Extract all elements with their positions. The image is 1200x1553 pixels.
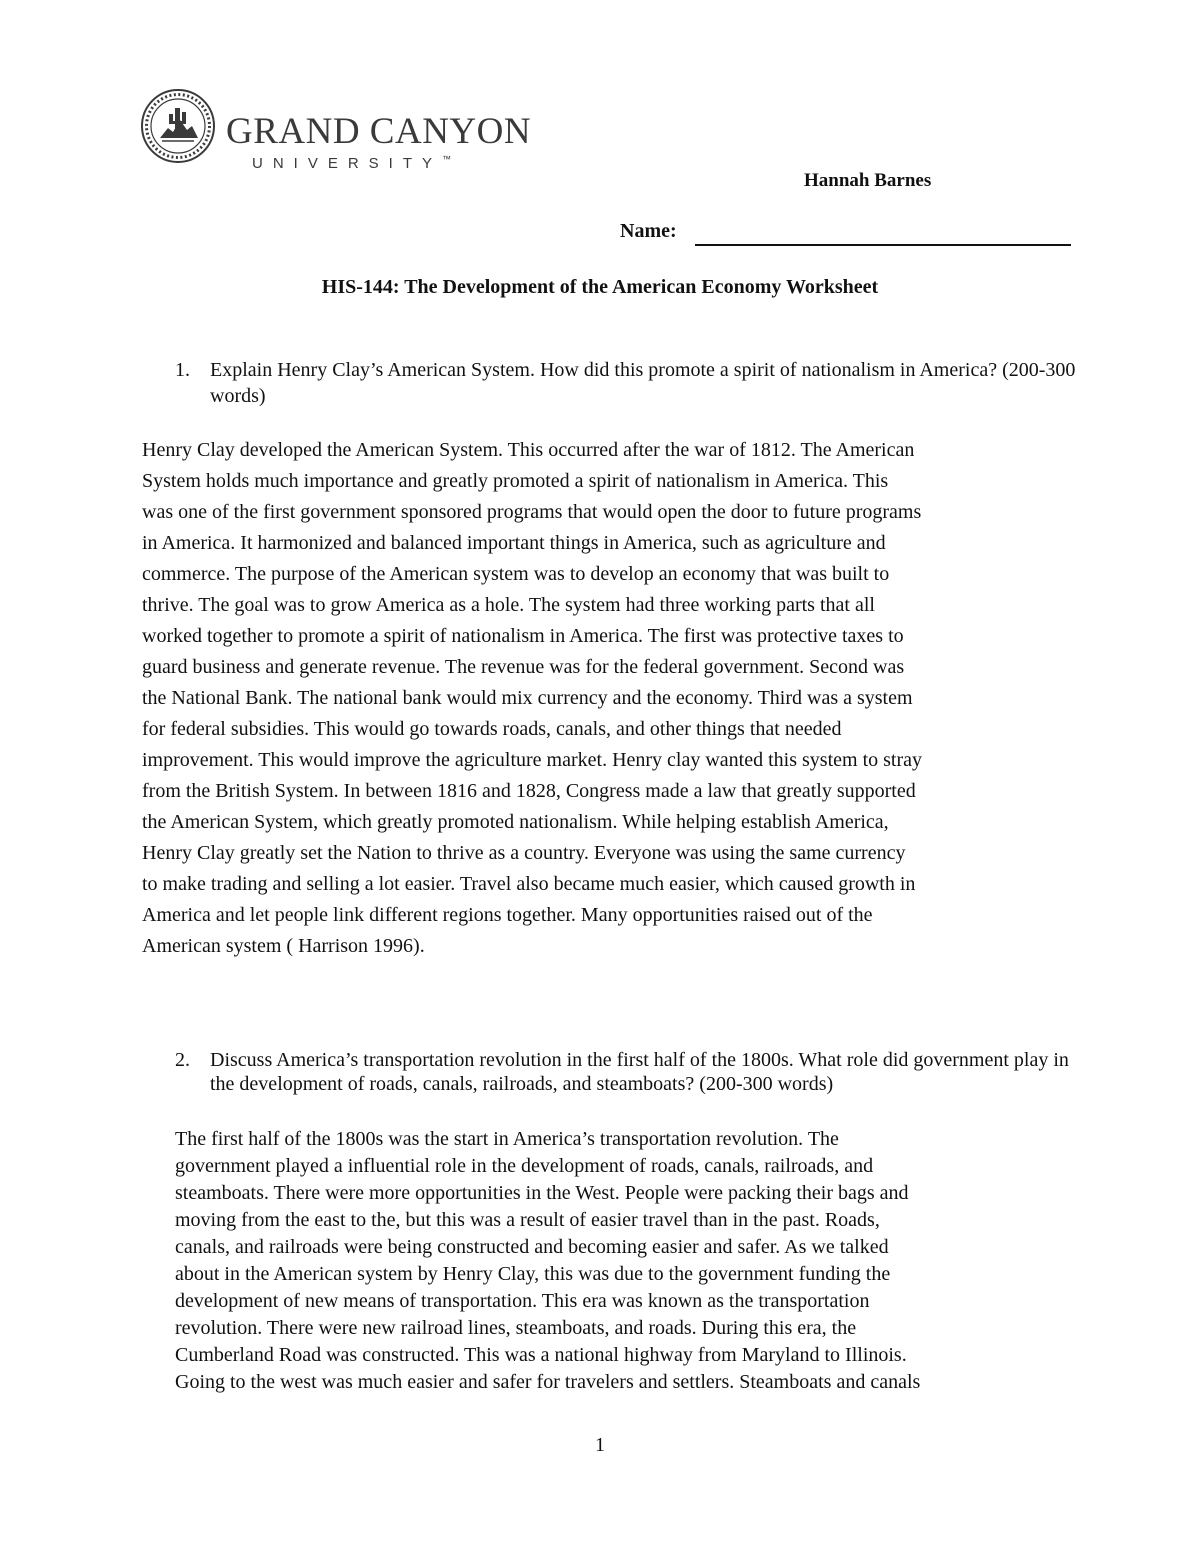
university-seal-icon [140, 88, 216, 164]
trademark-mark: ™ [442, 154, 452, 164]
question-number: 1. [175, 359, 190, 381]
question-number: 2. [175, 1049, 190, 1071]
logo-sub-text: UNIVERSITY [252, 155, 443, 172]
author-name: Hannah Barnes [804, 170, 932, 191]
logo-subword [252, 154, 451, 172]
logo-wordmark: GRAND CANYON [226, 111, 532, 152]
answer-1: Henry Clay developed the American System. This occurred after the war of 1812. The American System holds much importance and greatly promoted a spirit of nationalism in America. This was one of the first government sponsored programs that would open the door to future programs in America. It harmonized and balanced important things in America, such as agriculture and commerce. The purpose of the American system was to develop an economy that was built to thrive. The goal was to grow America as a hole. The system had three working parts that all worked together to promote a spirit of nationalism in America. The first was protective taxes to guard business and generate revenue. The revenue was for the federal government. Second was the National Bank. The national bank would mix currency and the economy. Third was a system for federal subsidies. This would go towards roads, canals, and other things that needed improvement. This would improve the agriculture market. Henry clay wanted this system to stray from the British System. In between 1816 and 1828, Congress made a law that greatly supported the American System, which greatly promoted nationalism. While helping establish America, Henry Clay greatly set the Nation to thrive as a country. Everyone was using the same currency to make trading and selling a lot easier. Travel also became much easier, which caused growth in America and let people link different regions together. Many opportunities raised out of the American system ( Harrison 1996). [142, 439, 922, 957]
question-prompt: Discuss America’s transportation revolution in the first half of the 1800s. What role did government play in the development of roads, canals, railroads, and steamboats? (200-300 words) [210, 1049, 1069, 1095]
question-prompt: Explain Henry Clay’s American System. How did this promote a spirit of nationalism in America? (200-300 words) [210, 359, 1076, 407]
answer-2: The first half of the 1800s was the start in America’s transportation revolution. The government played a influential role in the development of roads, canals, railroads, and steamboats. There were more opportunities in the West. People were packing their bags and moving from the east to the, but this was a result of easier travel than in the past. Roads, canals, and railroads were being constructed and becoming easier and safer. As we talked about in the American system by Henry Clay, this was due to the government funding the development of new means of transportation. This era was known as the transportation revolution. There were new railroad lines, steamboats, and roads. During this era, the Cumberland Road was constructed. This was a national highway from Maryland to Illinois. Going to the west was much easier and safer for travelers and settlers. Steamboats and canals [175, 1128, 921, 1393]
question-2 [175, 1048, 1090, 1096]
name-underline [695, 244, 1071, 246]
question-1 [175, 357, 1090, 409]
university-logo [140, 88, 532, 172]
worksheet-title: HIS-144: The Development of the American Economy Worksheet [321, 276, 879, 298]
name-label: Name: [620, 220, 677, 242]
page-number: 1 [595, 1434, 605, 1456]
